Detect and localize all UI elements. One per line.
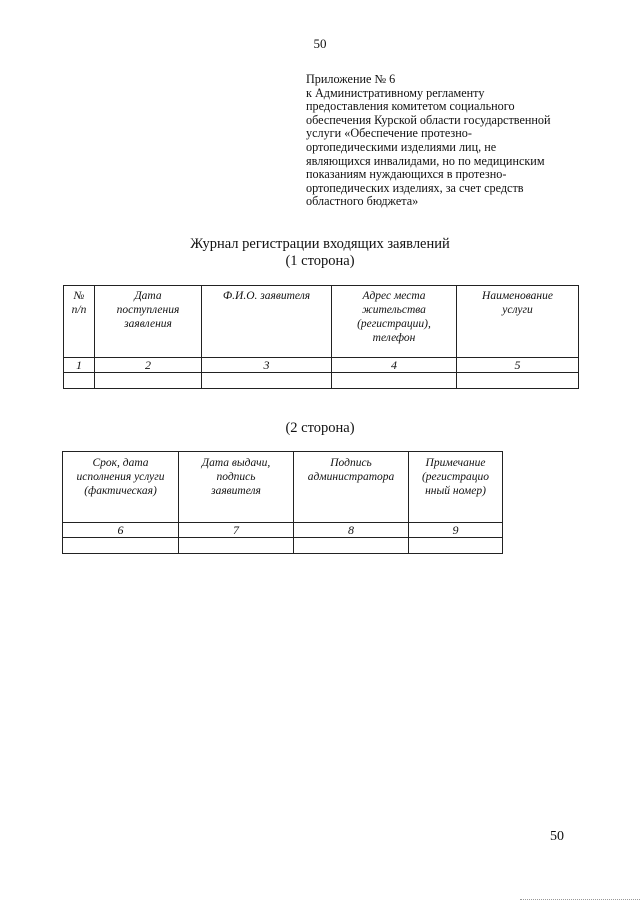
appendix-line: предоставления комитетом социального — [306, 99, 515, 114]
header-cell-receipt-date — [95, 286, 202, 358]
header-text: подпись — [216, 471, 256, 483]
journal-title: Журнал регистрации входящих заявлений — [190, 236, 450, 252]
column-number: 1 — [64, 358, 95, 373]
column-number: 8 — [294, 523, 409, 538]
header-text: (регистрацио — [421, 471, 490, 483]
column-number: 3 — [202, 358, 332, 373]
side2-label: (2 сторона) — [285, 420, 355, 436]
page-number-bottom: 50 — [550, 829, 564, 844]
page-number-top: 50 — [313, 36, 327, 51]
column-number-row — [64, 358, 579, 373]
header-text: исполнения услуги — [76, 471, 165, 483]
column-number: 5 — [457, 358, 579, 373]
appendix-line: показаниям нуждающихся в протезно- — [306, 167, 507, 182]
appendix-line: услуги «Обеспечение протезно- — [306, 126, 472, 141]
header-text: Примечание — [425, 457, 486, 469]
journal-title-block — [0, 236, 640, 270]
header-text: (фактическая) — [84, 485, 157, 497]
column-number: 7 — [179, 523, 294, 538]
column-number-row — [63, 523, 503, 538]
appendix-line: к Административному регламенту — [306, 85, 485, 100]
empty-cell — [179, 538, 294, 554]
header-cell-issue-date — [179, 452, 294, 523]
side1-label: (1 сторона) — [285, 253, 355, 269]
appendix-line: обеспечения Курской области государственной — [306, 112, 551, 127]
appendix-line: ортопедическими изделиями лиц, не — [306, 139, 497, 154]
table-header-row — [63, 452, 503, 523]
empty-cell — [202, 373, 332, 389]
header-text: жительства — [362, 304, 426, 316]
header-text: п/п — [71, 304, 87, 316]
header-text: Дата выдачи, — [201, 457, 271, 469]
header-text: телефон — [372, 332, 416, 344]
header-cell-note — [409, 452, 503, 523]
scan-edge-divider — [520, 899, 640, 900]
header-text: Адрес места — [362, 290, 426, 302]
empty-cell — [64, 373, 95, 389]
header-text: Ф.И.О. заявителя — [222, 290, 311, 302]
column-number: 9 — [409, 523, 503, 538]
header-text: (регистрации), — [357, 318, 431, 330]
empty-cell — [409, 538, 503, 554]
header-cell-admin-signature — [294, 452, 409, 523]
table-header-row — [64, 286, 579, 358]
appendix-line: ортопедических изделиях, за счет средств — [306, 180, 524, 195]
table-row — [64, 373, 579, 389]
table-row — [63, 538, 503, 554]
header-text: Подпись — [330, 457, 372, 469]
registration-table-side2 — [62, 451, 503, 554]
header-cell-address — [332, 286, 457, 358]
appendix-block — [306, 73, 596, 209]
header-cell-applicant-name — [202, 286, 332, 358]
header-text: Дата — [134, 290, 162, 302]
header-text: поступления — [116, 304, 180, 316]
empty-cell — [457, 373, 579, 389]
header-text: нный номер) — [425, 485, 486, 497]
appendix-line: Приложение № 6 — [306, 72, 396, 86]
column-number: 4 — [332, 358, 457, 373]
column-number: 6 — [63, 523, 179, 538]
header-cell-service-name — [457, 286, 579, 358]
empty-cell — [294, 538, 409, 554]
header-text: заявителя — [211, 485, 261, 497]
column-number: 2 — [95, 358, 202, 373]
empty-cell — [332, 373, 457, 389]
header-text: Срок, дата — [92, 457, 149, 469]
header-text: № — [73, 290, 85, 302]
empty-cell — [63, 538, 179, 554]
registration-table-side1 — [63, 285, 579, 389]
header-text: администратора — [307, 471, 395, 483]
header-text: услуги — [502, 304, 533, 316]
header-cell-execution-date — [63, 452, 179, 523]
appendix-line: являющихся инвалидами, но по медицинским — [306, 153, 545, 168]
header-cell-number — [64, 286, 95, 358]
empty-cell — [95, 373, 202, 389]
appendix-line: областного бюджета» — [306, 194, 419, 209]
header-text: Наименование — [482, 290, 553, 302]
header-text: заявления — [124, 318, 172, 330]
